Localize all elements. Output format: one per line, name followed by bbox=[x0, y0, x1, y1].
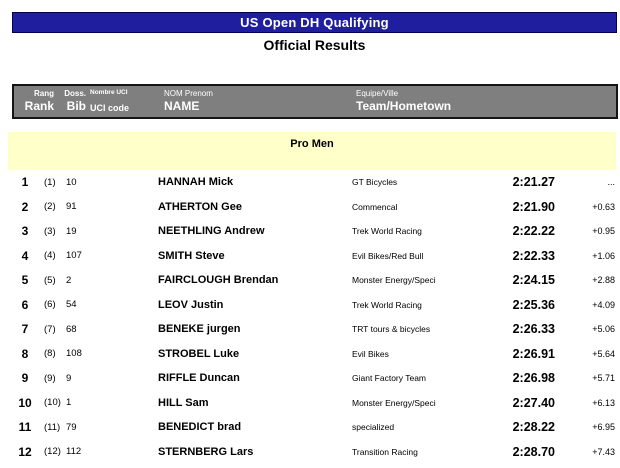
table-row bbox=[0, 170, 620, 195]
pos-cell: (3) bbox=[44, 225, 56, 237]
rank-cell: 12 bbox=[18, 444, 32, 459]
bib-cell: 54 bbox=[66, 299, 77, 311]
bib-cell: 9 bbox=[66, 372, 72, 384]
table-header bbox=[12, 84, 618, 119]
event-title: US Open DH Qualifying bbox=[240, 15, 389, 30]
gap-cell: +0.95 bbox=[592, 226, 615, 237]
name-cell: ATHERTON Gee bbox=[158, 200, 242, 213]
gap-cell: +0.63 bbox=[592, 201, 615, 212]
bib-cell: 10 bbox=[66, 176, 77, 188]
name-cell: NEETHLING Andrew bbox=[158, 225, 265, 238]
table-row bbox=[0, 195, 620, 220]
name-cell: LEOV Justin bbox=[158, 298, 224, 311]
pos-cell: (8) bbox=[44, 348, 56, 360]
name-cell: BENEKE jurgen bbox=[158, 323, 241, 336]
column-header-uci bbox=[86, 86, 160, 117]
event-title-bar bbox=[12, 12, 617, 33]
time-cell: 2:27.40 bbox=[512, 395, 555, 410]
column-header-bib bbox=[54, 86, 86, 117]
time-cell: 2:21.27 bbox=[512, 175, 555, 190]
column-rank-en: Rank bbox=[24, 99, 54, 113]
bib-cell: 1 bbox=[66, 397, 72, 409]
bib-cell: 108 bbox=[66, 348, 82, 360]
rank-cell: 4 bbox=[21, 248, 29, 263]
rank-cell: 9 bbox=[21, 371, 29, 386]
bib-cell: 19 bbox=[66, 225, 77, 237]
time-cell: 2:26.33 bbox=[512, 322, 555, 337]
time-cell: 2:24.15 bbox=[512, 273, 555, 288]
bib-cell: 79 bbox=[66, 421, 77, 433]
table-row bbox=[0, 440, 620, 465]
table-row bbox=[0, 219, 620, 244]
column-bib-en: Bib bbox=[66, 99, 86, 113]
name-cell: HANNAH Mick bbox=[158, 176, 234, 189]
gap-cell: +7.43 bbox=[592, 446, 615, 457]
time-cell: 2:28.70 bbox=[512, 444, 555, 459]
team-cell: Commencal bbox=[352, 201, 398, 212]
name-cell: FAIRCLOUGH Brendan bbox=[158, 274, 279, 287]
column-header-rank bbox=[14, 86, 54, 117]
gap-cell: +6.95 bbox=[592, 422, 615, 433]
team-cell: TRT tours & bicycles bbox=[352, 324, 431, 335]
rank-cell: 8 bbox=[21, 346, 29, 361]
results-rows bbox=[0, 170, 620, 464]
gap-cell: +1.06 bbox=[592, 250, 615, 261]
team-cell: Monster Energy/Speci bbox=[352, 397, 436, 408]
time-cell: 2:26.98 bbox=[512, 371, 555, 386]
time-cell: 2:22.22 bbox=[512, 224, 555, 239]
team-cell: Evil Bikes/Red Bull bbox=[352, 250, 424, 261]
team-cell: GT Bicycles bbox=[352, 177, 398, 188]
pos-cell: (2) bbox=[44, 201, 56, 213]
time-cell: 2:26.91 bbox=[512, 346, 555, 361]
table-row bbox=[0, 391, 620, 416]
table-row bbox=[0, 244, 620, 269]
table-row bbox=[0, 293, 620, 318]
column-name-en: NAME bbox=[164, 99, 200, 113]
gap-cell: +5.06 bbox=[592, 324, 615, 335]
pos-cell: (5) bbox=[44, 274, 56, 286]
category-band bbox=[8, 132, 616, 170]
gap-cell: +4.09 bbox=[592, 299, 615, 310]
table-row bbox=[0, 415, 620, 440]
bib-cell: 107 bbox=[66, 250, 82, 262]
team-cell: Transition Racing bbox=[352, 446, 418, 457]
column-team-en: Team/Hometown bbox=[356, 99, 452, 113]
table-row bbox=[0, 342, 620, 367]
category-label: Pro Men bbox=[290, 138, 334, 150]
document-subtitle: Official Results bbox=[263, 37, 366, 53]
column-bib-fr: Doss. bbox=[64, 89, 86, 98]
table-row bbox=[0, 317, 620, 342]
time-cell: 2:21.90 bbox=[512, 199, 555, 214]
pos-cell: (12) bbox=[44, 446, 61, 458]
rank-cell: 3 bbox=[21, 224, 29, 239]
team-cell: Monster Energy/Speci bbox=[352, 275, 436, 286]
rank-cell: 5 bbox=[21, 273, 29, 288]
column-uci-fr: Nombre UCI bbox=[90, 89, 128, 96]
gap-cell: +5.64 bbox=[592, 348, 615, 359]
bib-cell: 2 bbox=[66, 274, 72, 286]
name-cell: HILL Sam bbox=[158, 396, 209, 409]
rank-cell: 2 bbox=[21, 199, 29, 214]
name-cell: STROBEL Luke bbox=[158, 347, 240, 360]
pos-cell: (1) bbox=[44, 176, 56, 188]
gap-cell: +6.13 bbox=[592, 397, 615, 408]
bib-cell: 68 bbox=[66, 323, 77, 335]
bib-cell: 112 bbox=[66, 446, 82, 458]
column-team-fr: Equipe/Ville bbox=[356, 89, 399, 98]
column-name-fr: NOM Prenom bbox=[164, 89, 213, 98]
team-cell: specialized bbox=[352, 422, 395, 433]
column-rank-fr: Rang bbox=[34, 89, 54, 98]
table-row bbox=[0, 366, 620, 391]
pos-cell: (11) bbox=[44, 421, 61, 433]
name-cell: RIFFLE Duncan bbox=[158, 372, 240, 385]
table-row bbox=[0, 268, 620, 293]
rank-cell: 11 bbox=[18, 420, 32, 435]
team-cell: Evil Bikes bbox=[352, 348, 389, 359]
pos-cell: (7) bbox=[44, 323, 56, 335]
name-cell: SMITH Steve bbox=[158, 249, 225, 262]
time-cell: 2:22.33 bbox=[512, 248, 555, 263]
rank-cell: 10 bbox=[18, 395, 32, 410]
bib-cell: 91 bbox=[66, 201, 77, 213]
name-cell: STERNBERG Lars bbox=[158, 445, 254, 458]
rank-cell: 6 bbox=[21, 297, 29, 312]
column-header-team bbox=[352, 86, 616, 117]
gap-cell: +2.88 bbox=[592, 275, 615, 286]
pos-cell: (6) bbox=[44, 299, 56, 311]
gap-cell: ... bbox=[607, 177, 615, 188]
team-cell: Trek World Racing bbox=[352, 226, 422, 237]
time-cell: 2:28.22 bbox=[512, 420, 555, 435]
column-uci-en: UCI code bbox=[90, 103, 130, 113]
column-header-name bbox=[160, 86, 352, 117]
pos-cell: (4) bbox=[44, 250, 56, 262]
pos-cell: (10) bbox=[44, 397, 61, 409]
team-cell: Giant Factory Team bbox=[352, 373, 427, 384]
gap-cell: +5.71 bbox=[592, 373, 615, 384]
team-cell: Trek World Racing bbox=[352, 299, 422, 310]
rank-cell: 1 bbox=[21, 175, 29, 190]
pos-cell: (9) bbox=[44, 372, 56, 384]
time-cell: 2:25.36 bbox=[512, 297, 555, 312]
rank-cell: 7 bbox=[21, 322, 29, 337]
name-cell: BENEDICT brad bbox=[158, 421, 242, 434]
